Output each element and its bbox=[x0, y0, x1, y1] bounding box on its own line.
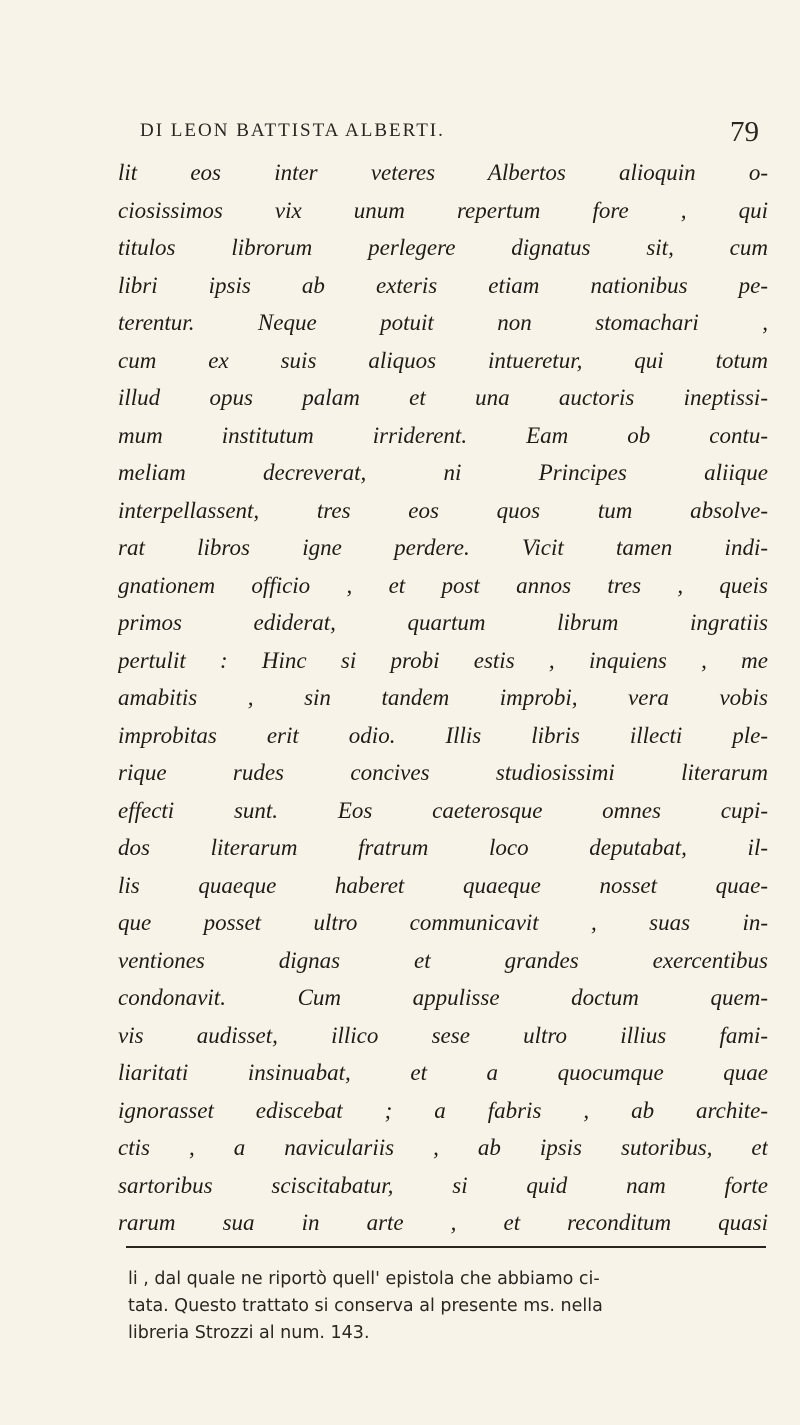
text-line: rique rudes concives studiosissimi literarum bbox=[118, 760, 768, 785]
text-line: rarum sua in arte , et reconditum quasi bbox=[118, 1210, 768, 1235]
running-head bbox=[130, 116, 770, 148]
text-line: ignorasset ediscebat ; a fabris , ab archite- bbox=[118, 1097, 768, 1123]
text-line: condonavit. Cum appulisse doctum quem- bbox=[118, 985, 768, 1010]
running-title: DI LEON BATTISTA ALBERTI. bbox=[140, 120, 445, 141]
footnote-line: tata. Questo trattato si conserva al presente ms. nella bbox=[128, 1296, 603, 1316]
footnote bbox=[128, 1266, 768, 1347]
text-line: amabitis , sin tandem improbi, vera vobis bbox=[118, 685, 768, 710]
text-line: mum institutum irriderent. Eam ob contu- bbox=[118, 422, 768, 448]
text-line: ventiones dignas et grandes exercentibus bbox=[118, 947, 768, 973]
text-line: dos literarum fratrum loco deputabat, il- bbox=[118, 835, 768, 860]
body-text bbox=[118, 154, 768, 1242]
text-line: sartoribus sciscitabatur, si quid nam forte bbox=[118, 1172, 768, 1198]
text-line: rat libros igne perdere. Vicit tamen indi- bbox=[118, 535, 768, 560]
text-line: que posset ultro communicavit , suas in- bbox=[118, 910, 768, 935]
text-line: titulos librorum perlegere dignatus sit, cum bbox=[118, 235, 768, 260]
text-line: ctis , a naviculariis , ab ipsis sutoribus, et bbox=[118, 1135, 768, 1160]
text-line: ciosissimos vix unum repertum fore , qui bbox=[118, 197, 768, 223]
text-line: liaritati insinuabat, et a quocumque quae bbox=[118, 1060, 768, 1085]
text-line: interpellassent, tres eos quos tum absolve- bbox=[118, 497, 768, 523]
text-line: meliam decreverat, ni Principes aliique bbox=[118, 460, 768, 485]
text-line: illud opus palam et una auctoris ineptissi- bbox=[118, 385, 768, 410]
footnote-line: libreria Strozzi al num. 143. bbox=[128, 1323, 370, 1343]
text-line: libri ipsis ab exteris etiam nationibus pe- bbox=[118, 272, 768, 298]
footnote-line: li , dal quale ne riportò quell' epistola che abbiamo ci- bbox=[128, 1269, 600, 1289]
text-line: effecti sunt. Eos caeterosque omnes cupi- bbox=[118, 797, 768, 823]
text-line: improbitas erit odio. Illis libris illecti ple- bbox=[118, 722, 768, 748]
text-line: vis audisset, illico sese ultro illius fami- bbox=[118, 1022, 768, 1048]
text-line: cum ex suis aliquos intueretur, qui totum bbox=[118, 347, 768, 373]
text-line: lit eos inter veteres Albertos alioquin o- bbox=[118, 160, 768, 185]
text-line: pertulit : Hinc si probi estis , inquiens , me bbox=[118, 647, 768, 673]
text-line: lis quaeque haberet quaeque nosset quae- bbox=[118, 872, 768, 898]
footnote-rule bbox=[126, 1246, 766, 1248]
text-line: primos ediderat, quartum librum ingratiis bbox=[118, 610, 768, 635]
text-line: gnationem officio , et post annos tres , queis bbox=[118, 572, 768, 598]
page-number: 79 bbox=[730, 116, 759, 148]
text-line: terentur. Neque potuit non stomachari , bbox=[118, 310, 768, 335]
